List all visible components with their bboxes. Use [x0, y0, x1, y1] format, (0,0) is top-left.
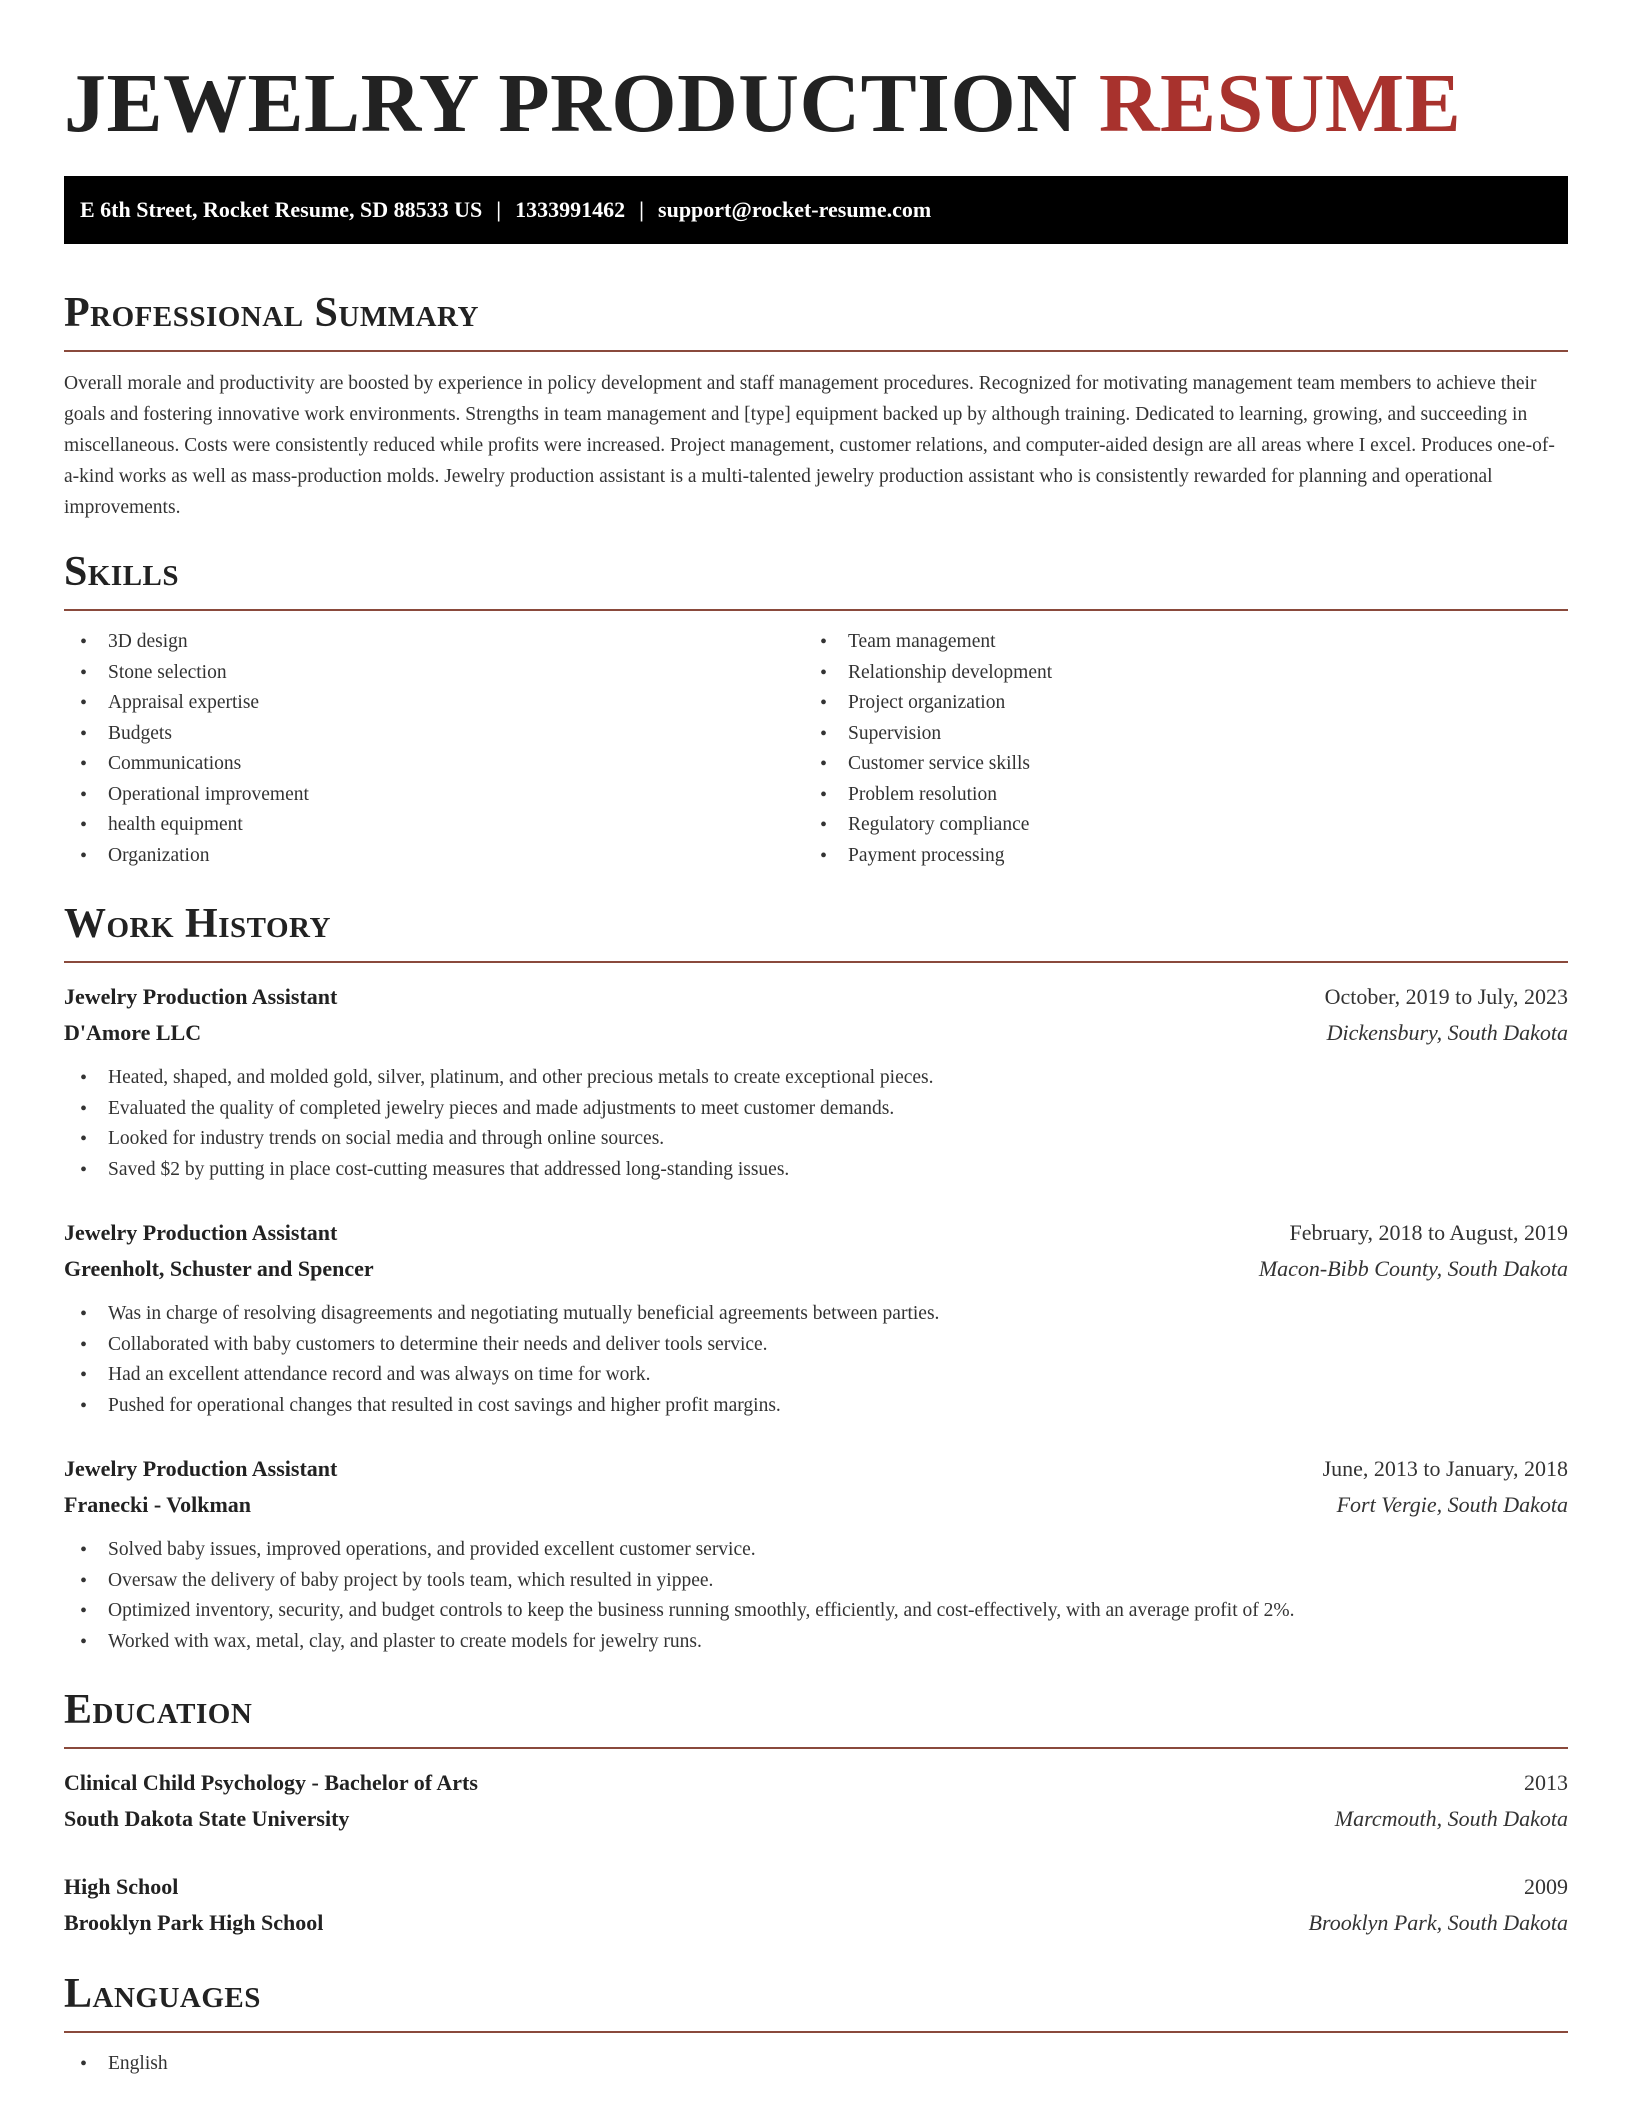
job-company-row [64, 1487, 1568, 1523]
education-year: 2009 [1524, 1874, 1568, 1899]
work-history-section [64, 899, 1568, 1657]
section-title-summary: Professional Summary [64, 290, 479, 336]
skill-item: • Customer service skills [804, 749, 1544, 780]
skill-item: • Supervision [804, 719, 1544, 750]
education-degree-row [64, 1765, 1568, 1801]
skill-item: • Regulatory compliance [804, 810, 1544, 841]
section-divider [64, 1747, 1568, 1749]
skill-item: • health equipment [64, 810, 804, 841]
summary-section [64, 288, 1568, 523]
section-title-work-history: Work History [64, 901, 331, 947]
skill-item: • Payment processing [804, 841, 1544, 872]
skill-item: • Relationship development [804, 658, 1544, 689]
job-bullet: • Optimized inventory, security, and budget controls to keep the business running smoothly, efficiently, and cost-effectively, with an average profit of 2%. [64, 1596, 1568, 1627]
job-role: Jewelry Production Assistant [64, 1220, 338, 1245]
skills-section [64, 547, 1568, 871]
resume-title-accent: RESUME [1098, 57, 1462, 150]
education-year: 2013 [1524, 1770, 1568, 1795]
job-company: Greenholt, Schuster and Spencer [64, 1256, 374, 1281]
job-dates: October, 2019 to July, 2023 [1324, 984, 1568, 1009]
job-bullet: • Worked with wax, metal, clay, and plaster to create models for jewelry runs. [64, 1627, 1568, 1658]
contact-separator: | [639, 197, 645, 222]
education-school-row [64, 1801, 1568, 1837]
resume-title [64, 54, 1568, 154]
contact-address: E 6th Street, Rocket Resume, SD 88533 US [80, 197, 483, 222]
job-entry [64, 1451, 1568, 1657]
job-bullet: • Pushed for operational changes that resulted in cost savings and higher profit margins. [64, 1391, 1568, 1422]
section-divider [64, 350, 1568, 352]
languages-section [64, 1969, 1568, 2080]
section-title-languages: Languages [64, 1971, 261, 2017]
job-bullet: • Oversaw the delivery of baby project by tools team, which resulted in yippee. [64, 1566, 1568, 1597]
job-bullets [64, 1535, 1568, 1657]
skill-item: • Organization [64, 841, 804, 872]
job-bullet: • Saved $2 by putting in place cost-cutting measures that addressed long-standing issues. [64, 1155, 1568, 1186]
job-entry [64, 979, 1568, 1185]
section-divider [64, 961, 1568, 963]
skill-item: • Stone selection [64, 658, 804, 689]
education-degree: Clinical Child Psychology - Bachelor of Arts [64, 1770, 478, 1795]
section-divider [64, 2031, 1568, 2033]
section-title-education: Education [64, 1687, 253, 1733]
skill-item: • Operational improvement [64, 780, 804, 811]
skill-item: • 3D design [64, 627, 804, 658]
education-degree: High School [64, 1874, 179, 1899]
resume-page [64, 0, 1568, 2080]
job-role: Jewelry Production Assistant [64, 984, 338, 1009]
skill-item: • Appraisal expertise [64, 688, 804, 719]
skill-item: • Communications [64, 749, 804, 780]
job-role: Jewelry Production Assistant [64, 1456, 338, 1481]
skill-item: • Team management [804, 627, 1544, 658]
skill-item: • Budgets [64, 719, 804, 750]
job-bullet: • Looked for industry trends on social media and through online sources. [64, 1124, 1568, 1155]
education-section [64, 1685, 1568, 1941]
job-bullet: • Was in charge of resolving disagreements and negotiating mutually beneficial agreements between parties. [64, 1299, 1568, 1330]
job-bullets [64, 1299, 1568, 1421]
education-entry [64, 1765, 1568, 1837]
job-location: Fort Vergie, South Dakota [1336, 1492, 1568, 1517]
job-header-row [64, 979, 1568, 1015]
contact-separator: | [496, 197, 502, 222]
job-bullet: • Collaborated with baby customers to determine their needs and deliver tools service. [64, 1330, 1568, 1361]
job-dates: February, 2018 to August, 2019 [1289, 1220, 1568, 1245]
job-bullet: • Evaluated the quality of completed jewelry pieces and made adjustments to meet customer demands. [64, 1094, 1568, 1125]
contact-phone[interactable]: 1333991462 [515, 197, 626, 222]
skill-item: • Project organization [804, 688, 1544, 719]
job-company: D'Amore LLC [64, 1020, 202, 1045]
language-item: • English [64, 2049, 1568, 2080]
summary-text: Overall morale and productivity are boosted by experience in policy development and staff management procedures. Recognized for motivating management team members to achieve their goals and fostering innovative work environments. Strengths in team management and [type] equipment backed up by although training. Dedicated to learning, growing, and succeeding in miscellaneous. Costs were consistently reduced while profits were increased. Project management, customer relations, and computer-aided design are all areas where I excel. Produces one-of-a-kind works as well as mass-production molds. Jewelry production assistant is a multi-talented jewelry production assistant who is consistently rewarded for planning and operational improvements. [64, 373, 1555, 518]
job-header-row [64, 1215, 1568, 1251]
skills-columns [64, 627, 1568, 871]
education-entry [64, 1869, 1568, 1941]
section-title-skills: Skills [64, 549, 180, 595]
job-location: Macon-Bibb County, South Dakota [1258, 1256, 1568, 1281]
education-school-row [64, 1905, 1568, 1941]
job-entry [64, 1215, 1568, 1421]
skills-list-left [64, 627, 804, 871]
job-company: Franecki - Volkman [64, 1492, 252, 1517]
job-bullets [64, 1063, 1568, 1185]
languages-list [64, 2049, 1568, 2080]
education-school: South Dakota State University [64, 1806, 350, 1831]
contact-bar [64, 176, 1568, 244]
job-bullet: • Had an excellent attendance record and was always on time for work. [64, 1360, 1568, 1391]
contact-email[interactable]: support@rocket-resume.com [658, 197, 932, 222]
job-bullet: • Heated, shaped, and molded gold, silver, platinum, and other precious metals to create exceptional pieces. [64, 1063, 1568, 1094]
education-location: Brooklyn Park, South Dakota [1308, 1910, 1568, 1935]
section-divider [64, 609, 1568, 611]
skills-list-right [804, 627, 1544, 871]
education-location: Marcmouth, South Dakota [1334, 1806, 1568, 1831]
education-school: Brooklyn Park High School [64, 1910, 324, 1935]
job-dates: June, 2013 to January, 2018 [1322, 1456, 1568, 1481]
job-company-row [64, 1251, 1568, 1287]
education-degree-row [64, 1869, 1568, 1905]
job-location: Dickensbury, South Dakota [1326, 1020, 1568, 1045]
resume-title-main: JEWELRY PRODUCTION [64, 57, 1078, 150]
job-header-row [64, 1451, 1568, 1487]
job-company-row [64, 1015, 1568, 1051]
job-bullet: • Solved baby issues, improved operations, and provided excellent customer service. [64, 1535, 1568, 1566]
skill-item: • Problem resolution [804, 780, 1544, 811]
